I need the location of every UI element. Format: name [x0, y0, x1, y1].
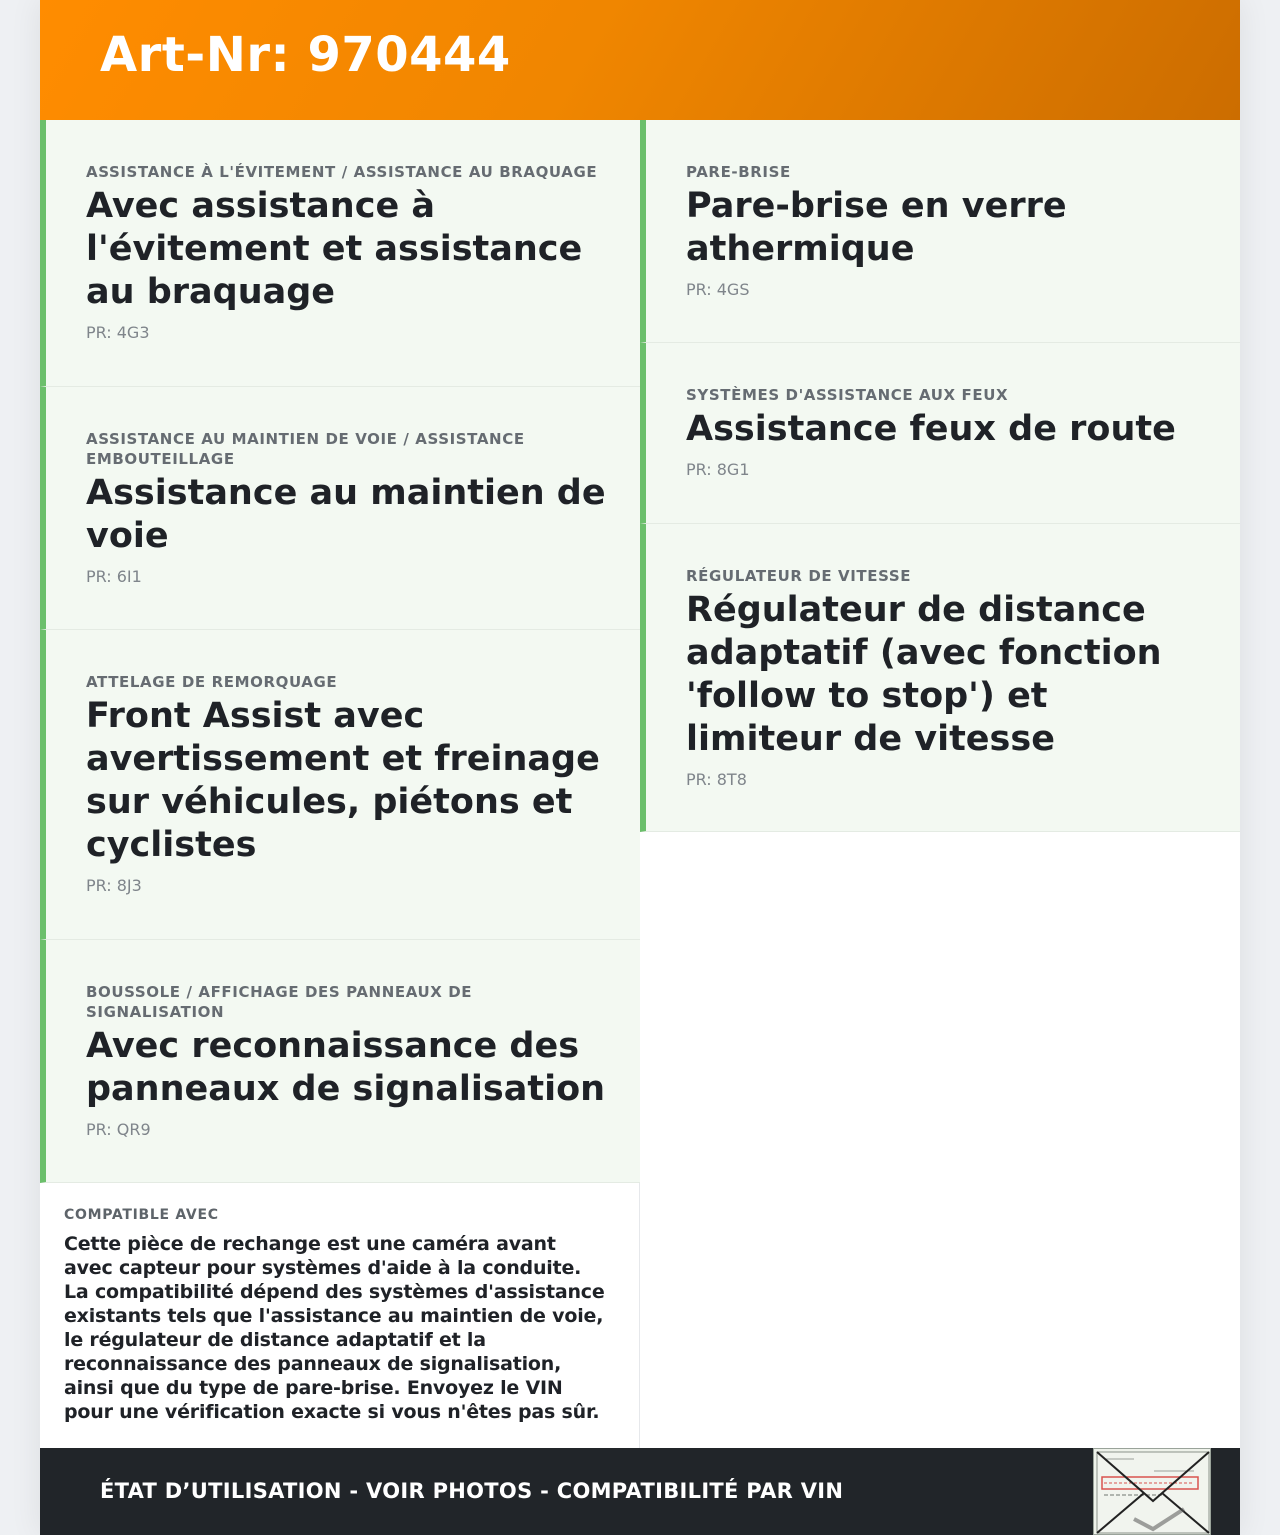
feature-card [40, 120, 640, 387]
feature-category: ASSISTANCE AU MAINTIEN DE VOIE / ASSISTANCE EMBOUTEILLAGE [86, 430, 525, 468]
feature-title: Front Assist avec avertissement et freinage sur véhicules, piétons et cyclistes [86, 696, 600, 865]
feature-title: Assistance au maintien de voie [86, 473, 606, 556]
feature-category: ASSISTANCE À L'ÉVITEMENT / ASSISTANCE AU BRAQUAGE [86, 163, 598, 181]
feature-pr-code: PR: 4G3 [86, 323, 150, 342]
feature-pr-code: PR: 6I1 [86, 567, 142, 586]
article-number-title: Art-Nr: 970444 [100, 27, 511, 83]
header-banner [40, 0, 1240, 120]
envelope-stamp-icon [1093, 1448, 1211, 1535]
feature-category: RÉGULATEUR DE VITESSE [686, 567, 912, 585]
feature-card [640, 120, 1240, 343]
feature-pr-code: PR: 8T8 [686, 770, 747, 789]
compatibility-label: COMPATIBLE AVEC [64, 1207, 219, 1223]
feature-category: SYSTÈMES D'ASSISTANCE AUX FEUX [686, 386, 1009, 404]
feature-card [40, 630, 640, 940]
feature-card [40, 940, 640, 1183]
feature-category: PARE-BRISE [686, 163, 791, 181]
footer-text: ÉTAT D’UTILISATION - VOIR PHOTOS - COMPATIBILITÉ PAR VIN [100, 1478, 844, 1503]
feature-title: Avec assistance à l'évitement et assistance au braquage [86, 186, 583, 312]
feature-columns [40, 120, 1240, 1448]
left-column [40, 120, 640, 1448]
footer-bar [40, 1448, 1240, 1535]
feature-pr-code: PR: 8G1 [686, 460, 750, 479]
compatibility-text: Cette pièce de rechange est une caméra avant avec capteur pour systèmes d'aide à la conduite. La compatibilité dépend des systèmes d'assistance existants tels que l'assistance au maintien de voie, le régulateur de distance adaptatif et la reconnaissance des panneaux de signalisation, ainsi que du type de pare-brise. Envoyez le VIN pour une vérification exacte si vous n'êtes pas sûr. [64, 1233, 605, 1423]
feature-category: BOUSSOLE / AFFICHAGE DES PANNEAUX DE SIGNALISATION [86, 983, 473, 1021]
product-sheet [40, 0, 1240, 1535]
feature-card [640, 524, 1240, 832]
feature-card [640, 343, 1240, 524]
feature-pr-code: PR: 8J3 [86, 876, 142, 895]
feature-pr-code: PR: 4GS [686, 280, 750, 299]
feature-title: Assistance feux de route [686, 409, 1176, 449]
right-column [640, 120, 1240, 1448]
feature-category: ATTELAGE DE REMORQUAGE [86, 673, 338, 691]
compatibility-section [40, 1183, 640, 1424]
feature-title: Régulateur de distance adaptatif (avec fonction 'follow to stop') et limiteur de vitesse [686, 590, 1162, 759]
feature-title: Avec reconnaissance des panneaux de signalisation [86, 1026, 606, 1109]
feature-pr-code: PR: QR9 [86, 1120, 151, 1139]
feature-title: Pare-brise en verre athermique [686, 186, 1067, 269]
feature-card [40, 387, 640, 630]
